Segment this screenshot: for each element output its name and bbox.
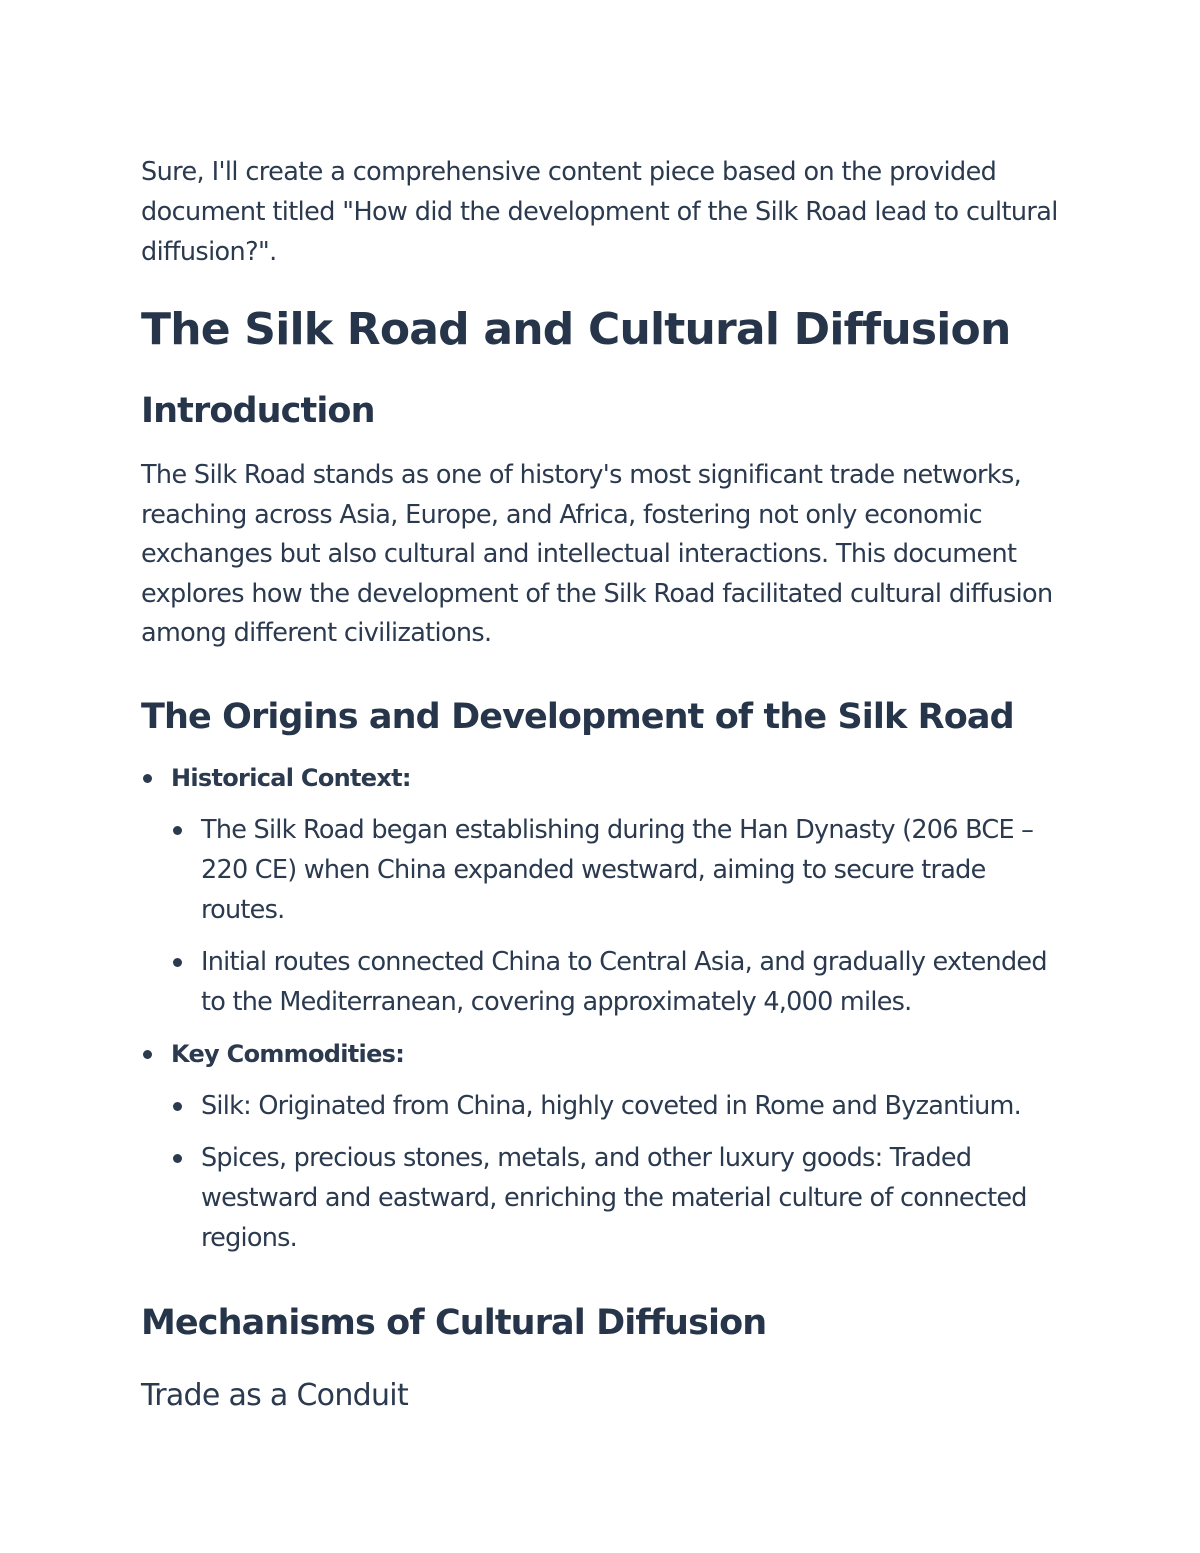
sub-list — [171, 810, 1066, 1022]
introduction-heading: Introduction — [141, 391, 375, 431]
sub-list-item — [171, 942, 1066, 1022]
sub-list-item — [171, 810, 1066, 930]
document-title: The Silk Road and Cultural Diffusion — [141, 304, 1011, 355]
list-item-label: Historical Context: — [171, 763, 411, 792]
trade-conduit-subheading: Trade as a Conduit — [141, 1377, 409, 1413]
list-item-label: Key Commodities: — [171, 1039, 405, 1068]
sub-list-item-text: Initial routes connected China to Central Asia, and gradually extended to the Mediterranean, covering approximately 4,000 miles. — [201, 946, 1047, 1017]
sub-list-item — [171, 1138, 1066, 1258]
mechanisms-heading: Mechanisms of Cultural Diffusion — [141, 1302, 767, 1343]
sub-list-item-text: Spices, precious stones, metals, and other luxury goods: Traded westward and eastward, enriching the material culture of connected regions. — [201, 1142, 1027, 1253]
sub-list-item-text: The Silk Road began establishing during the Han Dynasty (206 BCE – 220 CE) when China expanded westward, aiming to secure trade routes. — [201, 814, 1034, 925]
document-page — [141, 152, 1066, 1416]
origins-heading: The Origins and Development of the Silk Road — [141, 696, 1014, 737]
bullet-icon — [173, 1102, 182, 1111]
bullet-icon — [173, 1154, 182, 1163]
sub-list-item-text: Silk: Originated from China, highly coveted in Rome and Byzantium. — [201, 1090, 1021, 1121]
list-item-historical-context — [141, 758, 1066, 1022]
sub-list-item — [171, 1086, 1066, 1126]
list-item-key-commodities — [141, 1034, 1066, 1258]
bullet-icon — [143, 1050, 152, 1059]
bullet-icon — [173, 958, 182, 967]
origins-list — [141, 758, 1066, 1258]
intro-paragraph: Sure, I'll create a comprehensive content piece based on the provided document titled "How did the development of the Silk Road lead to cultural diffusion?". — [141, 157, 1058, 267]
bullet-icon — [143, 774, 152, 783]
sub-list — [171, 1086, 1066, 1258]
bullet-icon — [173, 826, 182, 835]
introduction-paragraph: The Silk Road stands as one of history's most significant trade networks, reaching across Asia, Europe, and Africa, fostering not only economic exchanges but also cultural and intellectual interactions. This document explores how the development of the Silk Road facilitated cultural diffusion among different civilizations. — [141, 460, 1053, 649]
